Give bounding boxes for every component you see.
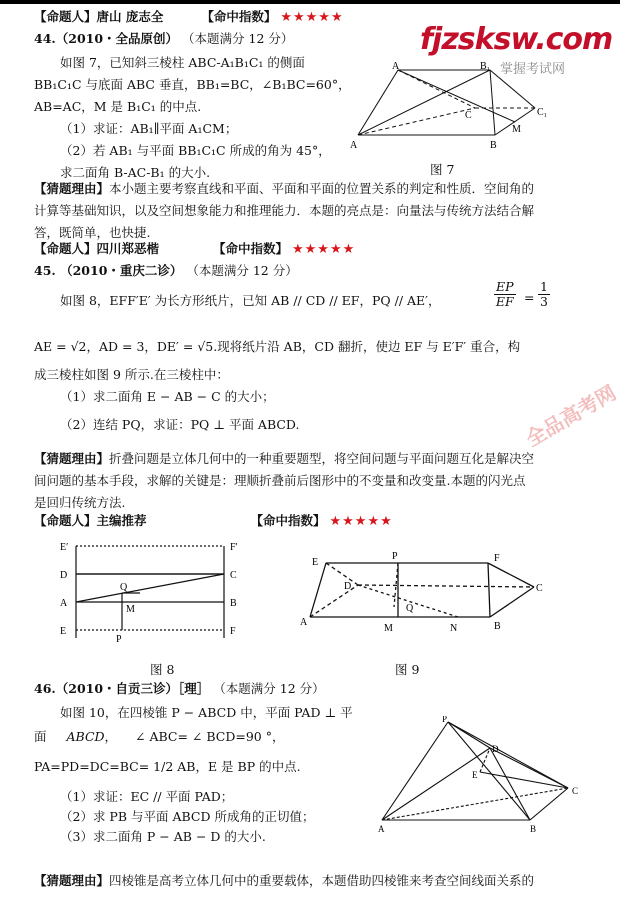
q45-heading [34, 262, 298, 280]
q44-heading [34, 30, 293, 48]
q45-line-1-text: 如图 8，EFF′E′ 为长方形纸片，已知 AB // CD // EF，PQ // AE′， [60, 293, 441, 308]
fig8-label-F1: F′ [230, 542, 238, 553]
author-label-3: 【命题人】主编推荐 [34, 513, 147, 528]
q45-line-4: （1）求二面角 E − AB − C 的大小； [60, 389, 275, 404]
q45-reason [34, 448, 594, 514]
fig8-label-P: P [116, 634, 122, 645]
fig7-label-A1: A [392, 61, 400, 72]
header-row-3 [34, 512, 393, 531]
index-label-2: 【命中指数】 [213, 241, 289, 256]
fig7-label-B1: B₁ [480, 61, 491, 72]
q46-score: （本题满分 12 分） [213, 681, 325, 696]
q45-number: 45. （2010・重庆二诊） [34, 263, 183, 278]
q45-reason-text-a: 折叠问题是立体几何中的一种重要题型，将空间问题与平面问题互化是解决空 [109, 451, 535, 466]
q44-reason-text-c: 答，既简单，也快捷. [34, 225, 151, 240]
site-watermark-sub: 掌握考试网 [500, 62, 566, 77]
q44-score: （本题满分 12 分） [182, 31, 294, 46]
site-watermark: fjzsksw.com [420, 22, 613, 57]
fig9-label-N: N [450, 623, 458, 634]
q46-line-3: PA=PD=DC=BC= 1/2 AB，E 是 BP 的中点. [34, 759, 301, 774]
rating-stars-3: ★★★★★ [329, 514, 393, 529]
q44-line-5: （2）若 AB₁ 与平面 BB₁C₁C 所成的角为 45°， [60, 143, 331, 158]
header-row-1 [34, 8, 344, 27]
fig9-label-E: E [312, 557, 319, 568]
fig9-label-C: C [536, 583, 543, 594]
fig10-label-B: B [530, 824, 537, 834]
fig7-label-M: M [512, 124, 521, 135]
q46-line-2d: ∠ ABC= ∠ BCD=90 ° [135, 729, 272, 744]
fig9-label-Q: Q [406, 603, 414, 614]
q45-line-5: （2）连结 PQ，求证：PQ ⊥ 平面 ABCD. [60, 417, 300, 432]
fig10-label-C: C [572, 786, 579, 796]
q44-line-2: BB₁C₁C 与底面 ABC 垂直，BB₁=BC，∠B₁BC=60°， [34, 77, 351, 92]
fig8-label-F: F [230, 626, 236, 637]
q45-reason-label: 【猜题理由】 [34, 451, 110, 466]
q44-line-3: AB=AC，M 是 B₁C₁ 的中点. [34, 99, 202, 114]
fig10-label-P: P [442, 716, 448, 724]
top-border [0, 0, 620, 4]
q45-line-3: 成三棱柱如图 9 所示.在三棱柱中： [34, 367, 229, 382]
q46-reason-text-a: 四棱锥是高考立体几何中的重要载体，本题借助四棱锥来考查空间线面关系的 [109, 873, 535, 888]
q46-reason [34, 870, 594, 892]
q45-line-2: AE = √2，AD = 3，DE′ = √5.现将纸片沿 AB，CD 翻折，使边 EF 与 E′F′ 重合，构 [34, 339, 521, 354]
fig8-label-B: B [230, 598, 237, 609]
q45-frac-den: EF [495, 294, 514, 309]
q44-number: 44.（2010・全品原创） [34, 31, 179, 46]
q44-reason [34, 178, 594, 244]
fig9-label-D: D [344, 581, 352, 592]
fig7-label-C1: C₁ [537, 107, 548, 118]
fig8-label-C: C [230, 570, 237, 581]
figure-7-caption: 图 7 [430, 162, 455, 177]
q46-line-5: （2）求 PB 与平面 ABCD 所成角的正切值； [60, 809, 315, 824]
fig9-label-F: F [494, 553, 500, 564]
figure-9 [298, 545, 558, 635]
fig10-label-A: A [378, 824, 385, 834]
q45-frac-eq: = [524, 290, 535, 305]
q45-fraction-one-third [538, 280, 550, 309]
fig10-label-E: E [472, 770, 478, 780]
q44-line-4: （1）求证：AB₁∥平面 A₁CM； [60, 121, 238, 136]
rating-stars-2: ★★★★★ [292, 242, 356, 257]
fig9-label-P: P [392, 551, 398, 562]
fig8-label-Q: Q [120, 582, 128, 593]
author-label-2: 【命题人】四川郑恶楷 [34, 241, 160, 256]
figure-8-caption: 图 8 [150, 662, 175, 677]
figure-8 [56, 538, 256, 648]
fig9-label-B: B [494, 621, 501, 632]
q44-reason-text-b: 计算等基础知识，以及空间想象能力和推理能力．本题的亮点是：向量法与传统方法结合解 [34, 203, 535, 218]
figure-9-caption: 图 9 [395, 662, 420, 677]
fig7-label-B: A [350, 140, 358, 151]
q46-line-1: 如图 10，在四棱锥 P − ABCD 中，平面 PAD ⊥ 平 [60, 705, 353, 720]
fig7-label-Bb: B [490, 140, 497, 151]
fig8-label-E: E [60, 626, 67, 637]
q46-line-2 [34, 728, 285, 746]
q45-reason-text-b: 间问题的基本手段，求解的关键是：理顺折叠前后图形中的不变量和改变量.本题的闪光点 [34, 473, 526, 488]
q44-reason-text-a: 本小题主要考察直线和平面、平面和平面的位置关系的判定和性质．空间角的 [109, 181, 535, 196]
fig9-label-A: A [300, 617, 308, 628]
q46-line-6: （3）求二面角 P − AB − D 的大小. [60, 829, 266, 844]
q46-heading [34, 680, 325, 698]
q46-line-2a: 面 [34, 729, 47, 744]
q46-line-4: （1）求证：EC // 平面 PAD； [60, 789, 234, 804]
author-label: 【命题人】唐山 庞志全 [34, 9, 164, 24]
q44-line-1: 如图 7，已知斜三棱柱 ABC-A₁B₁C₁ 的侧面 [60, 55, 305, 70]
q46-line-2e: ， [272, 729, 285, 744]
fig8-label-M: M [126, 604, 135, 615]
q44-line-6: 求二面角 B-AC-B₁ 的大小. [60, 165, 211, 180]
q45-frac-r-num: 1 [540, 279, 548, 294]
q45-frac-r-den: 3 [540, 294, 548, 309]
fig7-label-C: C [465, 110, 472, 121]
fig9-label-M: M [384, 623, 393, 634]
rating-stars: ★★★★★ [280, 10, 344, 25]
q45-reason-text-c: 是回归传统方法. [34, 495, 126, 510]
q46-line-2b: ABCD [66, 729, 105, 744]
fig8-label-E1: E′ [60, 542, 69, 553]
q45-fraction-ep-ef [494, 280, 516, 309]
q45-frac-num: EP [496, 279, 514, 294]
fig10-label-D: D [492, 744, 499, 754]
q46-number: 46.（2010・自贡三诊）［理］ [34, 681, 210, 696]
index-label: 【命中指数】 [201, 9, 277, 24]
header-row-2 [34, 240, 355, 259]
q45-line-1 [60, 292, 441, 310]
figure-10 [372, 716, 602, 836]
index-label-3: 【命中指数】 [250, 513, 326, 528]
q44-reason-label: 【猜题理由】 [34, 181, 110, 196]
q45-score: （本题满分 12 分） [186, 263, 298, 278]
q46-line-2c: ， [104, 729, 118, 744]
fig8-label-D: D [60, 570, 68, 581]
fig8-label-A: A [60, 598, 68, 609]
stamp-watermark: 全品高考网 [521, 380, 620, 452]
figure-7 [350, 60, 550, 170]
q46-reason-label: 【猜题理由】 [34, 873, 110, 888]
